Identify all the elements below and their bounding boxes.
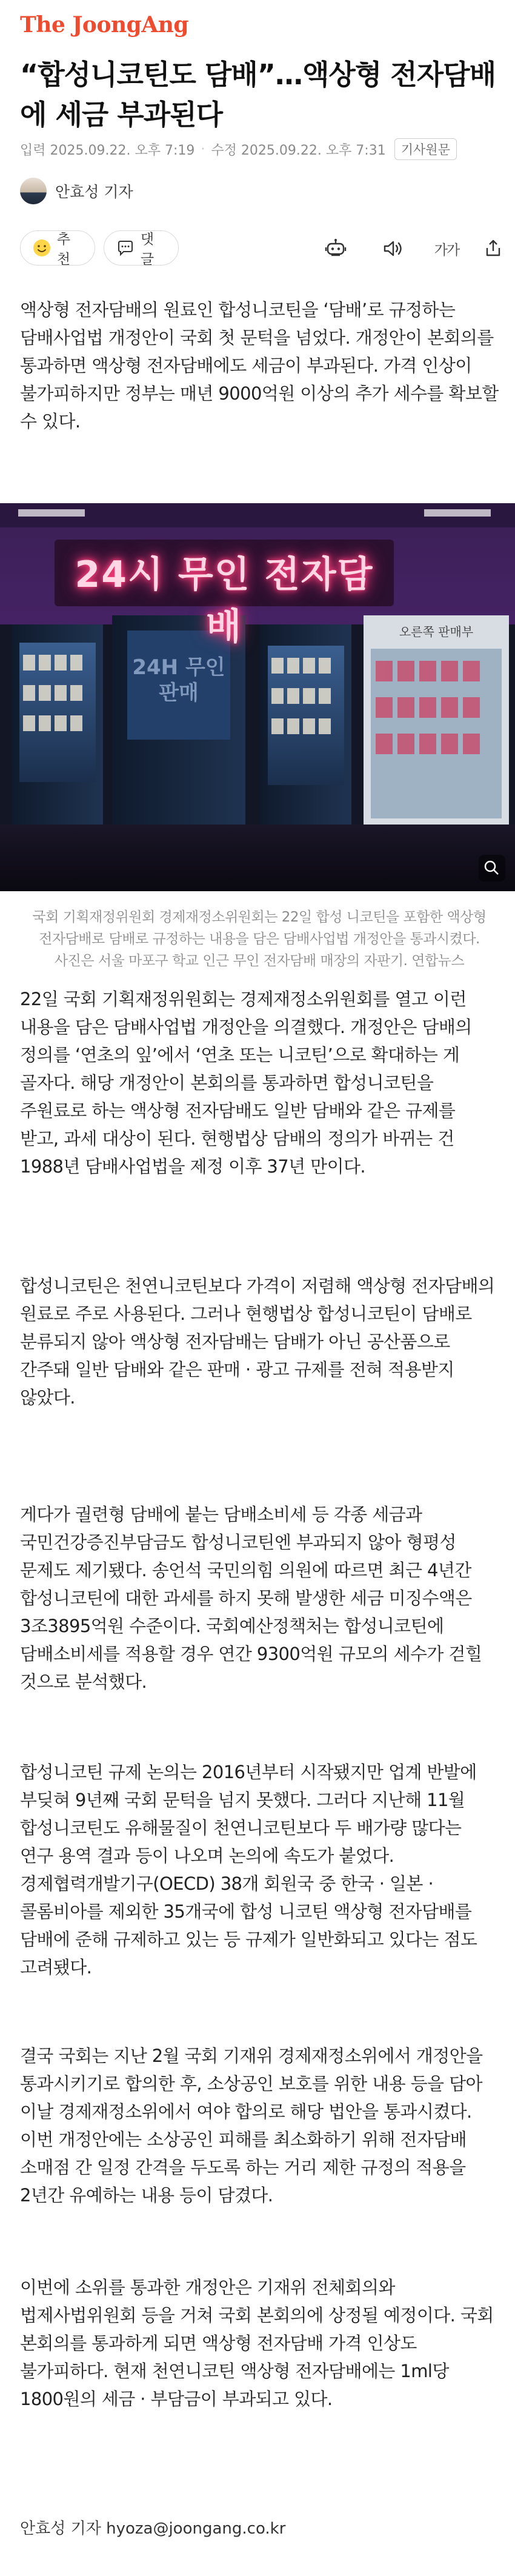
reporter-name: 안효성 기자 [55, 183, 133, 201]
neon-sign: 24시 무인 전자담배 [75, 554, 374, 648]
kiosk-label: 24H 무인판매 [132, 655, 225, 705]
share-icon[interactable] [480, 236, 506, 261]
article-paragraph-5: 합성니코틴 규제 논의는 2016년부터 시작됐지만 업계 반발에 부딪혀 9년째 국회 문턱을 넘지 못했다. 그러다 지난해 11월 합성니코틴도 유해물질이 천연니코틴보다 두 배가량 많다는 연구 용역 결과 등이 나오며 논의에 속도가 붙었다. 경제협력개발기구(OECD) 38개 회원국 중 한국 · 일본 · 콜롬비아를 제외한 35개국에 합성 니코틴 액상형 전자담배를 담배에 준해 규제하고 있는 등 규제가 일반화되고 있다는 점도 고려됐다. [20, 1762, 477, 1978]
article-paragraph-2: 22일 국회 기획재정위원회는 경제재정소위원회를 열고 이런 내용을 담은 담배사업법 개정안을 의결했다. 개정안은 담배의 정의를 ‘연초의 잎’에서 ‘연초 또는 니코틴’으로 확대하는 게 골자다. 해당 개정안이 본회의를 통과하면 합성니코틴을 주원료로 하는 액상형 전자담배도 일반 담배와 같은 규제를 받고, 과세 대상이 된다. 현행법상 담배의 정의가 바뀌는 건 1988년 담배사업법을 제정 이후 37년 만이다. [20, 989, 472, 1177]
listen-icon[interactable] [380, 236, 405, 261]
original-article-badge[interactable]: 기사원문 [394, 138, 457, 160]
article-paragraph-3: 합성니코틴은 천연니코틴보다 가격이 저렴해 액상형 전자담배의 원료로 주로 사용된다. 그러나 현행법상 합성니코틴이 담배로 분류되지 않아 액상형 전자담배는 담배가 아닌 공산품으로 간주돼 일반 담배와 같은 판매 · 광고 규제를 전혀 적용받지 않았다. [20, 1276, 495, 1408]
comment-button[interactable] [104, 230, 179, 266]
reporter-avatar [20, 178, 47, 204]
updated-date: 수정 2025.09.22. 오후 7:31 [211, 142, 386, 158]
article-paragraph-4: 게다가 궐련형 담배에 붙는 담배소비세 등 각종 세금과 국민건강증진부담금도 합성니코틴엔 부과되지 않아 형평성 문제도 제기됐다. 송언석 국민의힘 의원에 따르면 최근 4년간 합성니코틴에 대한 과세를 하지 못해 발생한 세금 미징수액은 3조3895억원 수준이다. 국회예산정책처는 합성니코틴에 담배소비세를 적용할 경우 연간 9300억원 규모의 세수가 걷힐 것으로 분석했다. [20, 1504, 482, 1692]
zoom-icon [479, 855, 505, 882]
published-date: 입력 2025.09.22. 오후 7:19 [20, 142, 195, 158]
summary-bot-icon[interactable] [323, 236, 348, 261]
article-photo[interactable] [0, 503, 515, 891]
smile-icon [32, 238, 52, 258]
article-paragraph-1: 액상형 전자담배의 원료인 합성니코틴을 ‘담배’로 규정하는 담배사업법 개정안이 국회 첫 문턱을 넘었다. 개정안이 본회의를 통과하면 액상형 전자담배에도 세금이 부과된다. 가격 인상이 불가피하지만 정부는 매년 9000억원 이상의 추가 세수를 확보할 수 있다. [20, 299, 499, 432]
meta-separator: · [201, 141, 205, 157]
article-paragraph-6: 결국 국회는 지난 2월 국회 기재위 경제재정소위에서 개정안을 통과시키기로 합의한 후, 소상공인 보호를 위한 내용 등을 담아 이날 경제재정소위에서 여야 합의로 해당 법안을 통과시켰다. 이번 개정안에는 소상공인 피해를 최소화하기 위해 전자담배 소매점 간 일정 간격을 두도록 하는 거리 제한 규정의 적용을 2년간 유예하는 내용 등이 담겼다. [20, 2046, 483, 2206]
recommend-button[interactable] [20, 230, 95, 266]
site-header [0, 0, 515, 49]
photo-caption: 국회 기획재정위원회 경제재정소위원회는 22일 합성 니코틴을 포함한 액상형 전자담배로 담배로 규정하는 내용을 담은 담배사업법 개정안을 통과시켰다. 사진은 서울 마포구 학교 인근 무인 전자담배 매장의 자판기. 연합뉴스 [32, 909, 487, 969]
comment-icon [115, 238, 136, 258]
reporter-contact: 안효성 기자 hyoza@joongang.co.kr [20, 2520, 286, 2538]
right-machine-sign: 오른쪽 판매부 [399, 624, 474, 639]
article-toolbar [20, 227, 499, 270]
comment-label: 댓글 [140, 232, 154, 267]
article-meta [20, 139, 457, 159]
recommend-label: 추천 [56, 232, 71, 267]
article-paragraph-7: 이번에 소위를 통과한 개정안은 기재위 전체회의와 법제사법위원회 등을 거쳐 국회 본회의에 상정될 예정이다. 국회 본회의를 통과하게 되면 액상형 전자담배 가격 인상도 불가피하다. 현재 천연니코틴 액상형 전자담배에는 1ml당 1800원의 세금 · 부담금이 부과되고 있다. [20, 2277, 494, 2409]
article-title: “합성니코틴도 담배”…액상형 전자담배에 세금 부과된다 [20, 58, 496, 131]
site-logo[interactable]: The JoongAng [20, 12, 189, 38]
font-size-icon[interactable]: 가가 [434, 242, 459, 258]
byline[interactable] [20, 176, 133, 206]
